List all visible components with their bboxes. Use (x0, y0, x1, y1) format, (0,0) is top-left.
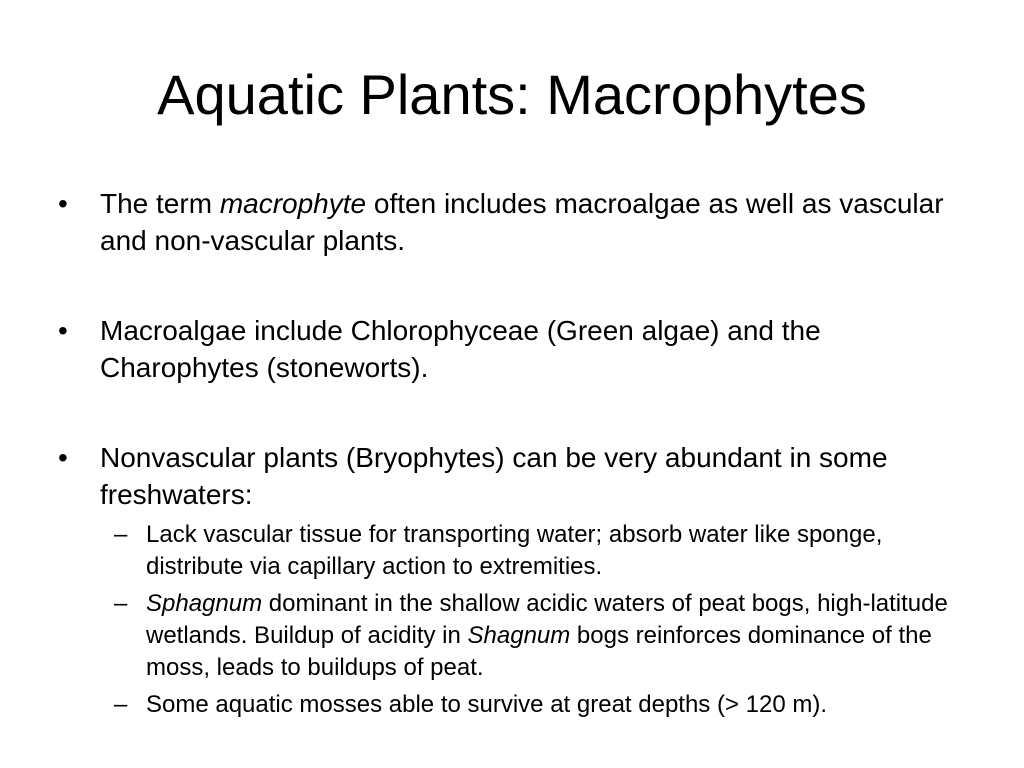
sub-bullet-item (114, 689, 968, 721)
bullet-text: Macroalgae include Chlorophyceae (Green algae) and the Charophytes (stoneworts). (100, 315, 821, 383)
bullet-text: Nonvascular plants (Bryophytes) can be very abundant in some freshwaters: (100, 442, 888, 510)
dash-marker: – (114, 521, 128, 548)
sub-bullet-text: Some aquatic mosses able to survive at great depths (> 120 m). (146, 691, 828, 718)
bullet-marker: • (58, 315, 68, 346)
dash-marker: – (114, 590, 128, 617)
bullet-text-post: often includes macroalgae as well as vascular and non-vascular plants. (100, 188, 944, 256)
sub-bullet-emphasis: Shagnum (467, 622, 571, 649)
sub-bullet-emphasis: Sphagnum (146, 590, 263, 617)
slide-title: Aquatic Plants: Macrophytes (157, 63, 867, 126)
sub-bullet-text: Lack vascular tissue for transporting water; absorb water like sponge, distribute via capillary action to extremities. (146, 521, 883, 580)
bullet-item (58, 439, 968, 513)
bullet-item (58, 185, 968, 259)
bullet-item (58, 312, 968, 386)
bullet-marker: • (58, 188, 68, 219)
bullet-text-pre: The term (100, 188, 220, 219)
sub-bullet-text-post: bogs reinforces dominance of the moss, leads to buildups of peat. (146, 622, 932, 681)
sub-bullet-text-mid: dominant in the shallow acidic waters of peat bogs, high-latitude wetlands. Buildup of acidity in (146, 590, 948, 649)
sub-bullet-item (114, 519, 968, 583)
dash-marker: – (114, 691, 128, 718)
bullet-marker: • (58, 442, 68, 473)
sub-bullet-item (114, 588, 968, 684)
bullet-text-emphasis: macrophyte (219, 188, 367, 219)
slide-body (58, 185, 968, 726)
